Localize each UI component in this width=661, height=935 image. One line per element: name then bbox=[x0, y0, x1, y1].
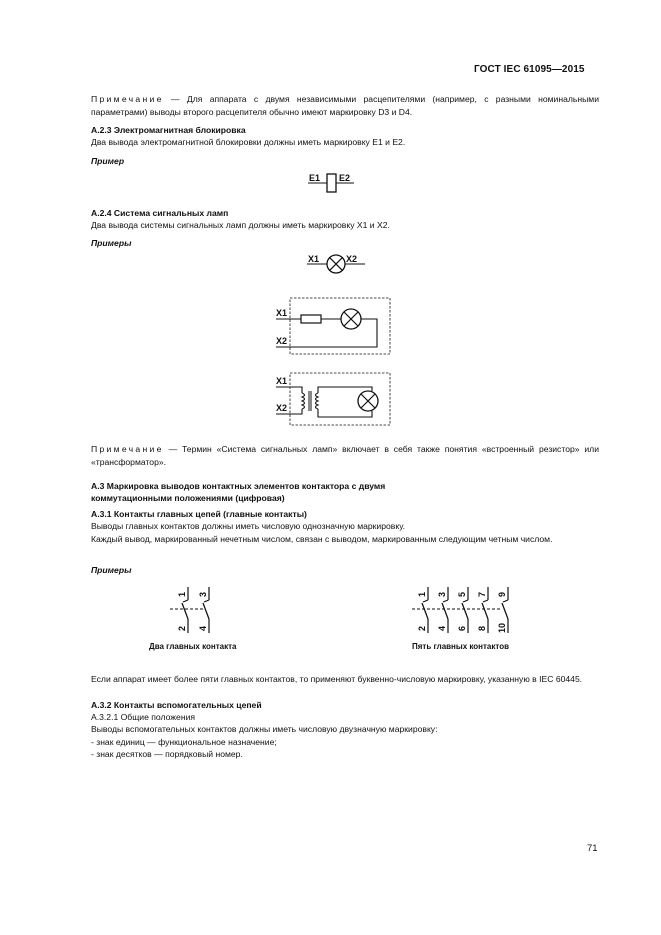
interlock-diagram bbox=[300, 168, 360, 196]
note-2-label: Примечание bbox=[91, 444, 164, 454]
contact-blade bbox=[482, 603, 488, 619]
x1-label: X1 bbox=[308, 254, 320, 264]
section-a24-text: Два вывода системы сигнальных ламп должны иметь маркировку Х1 и Х2. bbox=[91, 220, 390, 230]
return-wire bbox=[276, 319, 377, 347]
contact-blade bbox=[422, 603, 428, 619]
contacts-group bbox=[170, 587, 209, 633]
primary-winding-icon bbox=[302, 393, 305, 409]
contact-top-label: 1 bbox=[417, 591, 427, 597]
contact-blade bbox=[442, 603, 448, 619]
page-number: 71 bbox=[587, 843, 598, 854]
lamp-symbol-diagram bbox=[300, 250, 370, 278]
contact-fixed bbox=[503, 600, 508, 602]
five-contacts-diagram bbox=[410, 583, 520, 637]
section-a321-text: Выводы вспомогательных контактов должны иметь числовую двузначную маркировку: bbox=[91, 724, 438, 734]
contact-bottom-label: 2 bbox=[177, 625, 187, 631]
contact-blade bbox=[502, 603, 508, 619]
lamp-transformer-diagram bbox=[274, 369, 394, 429]
lamp-icon bbox=[341, 309, 361, 329]
section-a31-example: Примеры bbox=[91, 565, 132, 575]
coil-rect bbox=[327, 174, 336, 192]
x2-label: X2 bbox=[276, 336, 288, 346]
lamp-resistor-diagram bbox=[274, 296, 394, 358]
contact-fixed bbox=[443, 600, 448, 602]
contacts-group bbox=[412, 587, 508, 633]
contact-top-label: 7 bbox=[477, 591, 487, 597]
contact-fixed bbox=[423, 600, 428, 602]
note-2 bbox=[91, 443, 599, 468]
section-a3-title-line2: коммутационными положениями (цифровая) bbox=[91, 493, 285, 503]
contact-blade bbox=[203, 603, 209, 619]
lamp-icon bbox=[358, 391, 378, 411]
x2-label: X2 bbox=[276, 403, 288, 413]
bullet-1: - знак единиц — функциональное назначение; bbox=[91, 737, 277, 747]
e1-label: E1 bbox=[309, 173, 321, 183]
contact-bottom-label: 2 bbox=[417, 625, 427, 631]
section-a23-text: Два вывода электромагнитной блокировки должны иметь маркировку Е1 и Е2. bbox=[91, 137, 406, 147]
secondary-winding-icon bbox=[316, 393, 319, 409]
contact-fixed bbox=[204, 600, 209, 602]
section-a31-p1: Выводы главных контактов должны иметь числовую однозначную маркировку. bbox=[91, 521, 406, 531]
section-a31-p2: Каждый вывод, маркированный нечетным числом, связан с выводом, маркированным следующим четным числом. bbox=[91, 534, 553, 544]
contact-bottom-label: 10 bbox=[497, 622, 507, 633]
x1-label: X1 bbox=[276, 376, 288, 386]
contact-blade bbox=[182, 603, 188, 619]
x2-label: X2 bbox=[346, 254, 358, 264]
housing-dashed bbox=[290, 298, 390, 354]
contact-fixed bbox=[463, 600, 468, 602]
note-1 bbox=[91, 93, 599, 118]
contact-blade bbox=[462, 603, 468, 619]
contact-bottom-label: 4 bbox=[437, 625, 447, 631]
section-a23-example: Пример bbox=[91, 156, 125, 166]
section-a31-title: А.3.1 Контакты главных цепей (главные контакты) bbox=[91, 509, 307, 519]
bullet-2: - знак десятков — порядковый номер. bbox=[91, 749, 243, 759]
contact-top-label: 3 bbox=[198, 591, 208, 597]
e2-label: E2 bbox=[339, 173, 351, 183]
section-a24-title: А.2.4 Система сигнальных ламп bbox=[91, 208, 229, 218]
note-1-label: Примечание bbox=[91, 94, 164, 104]
more-contacts-text: Если аппарат имеет более пяти главных контактов, то применяют буквенно-числовую маркировку, указанную в IEC 60445. bbox=[91, 674, 583, 684]
contact-top-label: 1 bbox=[177, 591, 187, 597]
standard-header: ГОСТ IEC 61095—2015 bbox=[474, 64, 585, 75]
contact-bottom-label: 6 bbox=[457, 625, 467, 631]
note-1-text: — Для аппарата с двумя независимыми расцепителями (например, с разными номинальными параметрами) выводы второго расцепителя обычно имеют маркировку D3 и D4. bbox=[91, 94, 599, 117]
two-contacts-caption: Два главных контакта bbox=[149, 642, 237, 651]
two-contacts-diagram bbox=[168, 583, 238, 637]
x1-label: X1 bbox=[276, 308, 288, 318]
contact-top-label: 5 bbox=[457, 591, 467, 597]
contact-top-label: 9 bbox=[497, 591, 507, 597]
contact-top-label: 3 bbox=[437, 591, 447, 597]
section-a3-title-line1: А.3 Маркировка выводов контактных элементов контактора с двумя bbox=[91, 481, 386, 491]
section-a23-title: А.2.3 Электромагнитная блокировка bbox=[91, 125, 246, 135]
note-2-text: — Термин «Система сигнальных ламп» включает в себя также понятия «встроенный резистор» или «трансформатор». bbox=[91, 444, 599, 467]
contact-fixed bbox=[483, 600, 488, 602]
section-a24-example: Примеры bbox=[91, 238, 132, 248]
section-a321-title: А.3.2.1 Общие положения bbox=[91, 712, 196, 722]
contact-bottom-label: 8 bbox=[477, 625, 487, 631]
five-contacts-caption: Пять главных контактов bbox=[412, 642, 509, 651]
contact-fixed bbox=[183, 600, 188, 602]
contact-bottom-label: 4 bbox=[198, 625, 208, 631]
section-a32-title: А.3.2 Контакты вспомогательных цепей bbox=[91, 700, 262, 710]
resistor-icon bbox=[301, 315, 321, 323]
x1-lead bbox=[276, 387, 302, 393]
lamp-icon bbox=[327, 255, 345, 273]
